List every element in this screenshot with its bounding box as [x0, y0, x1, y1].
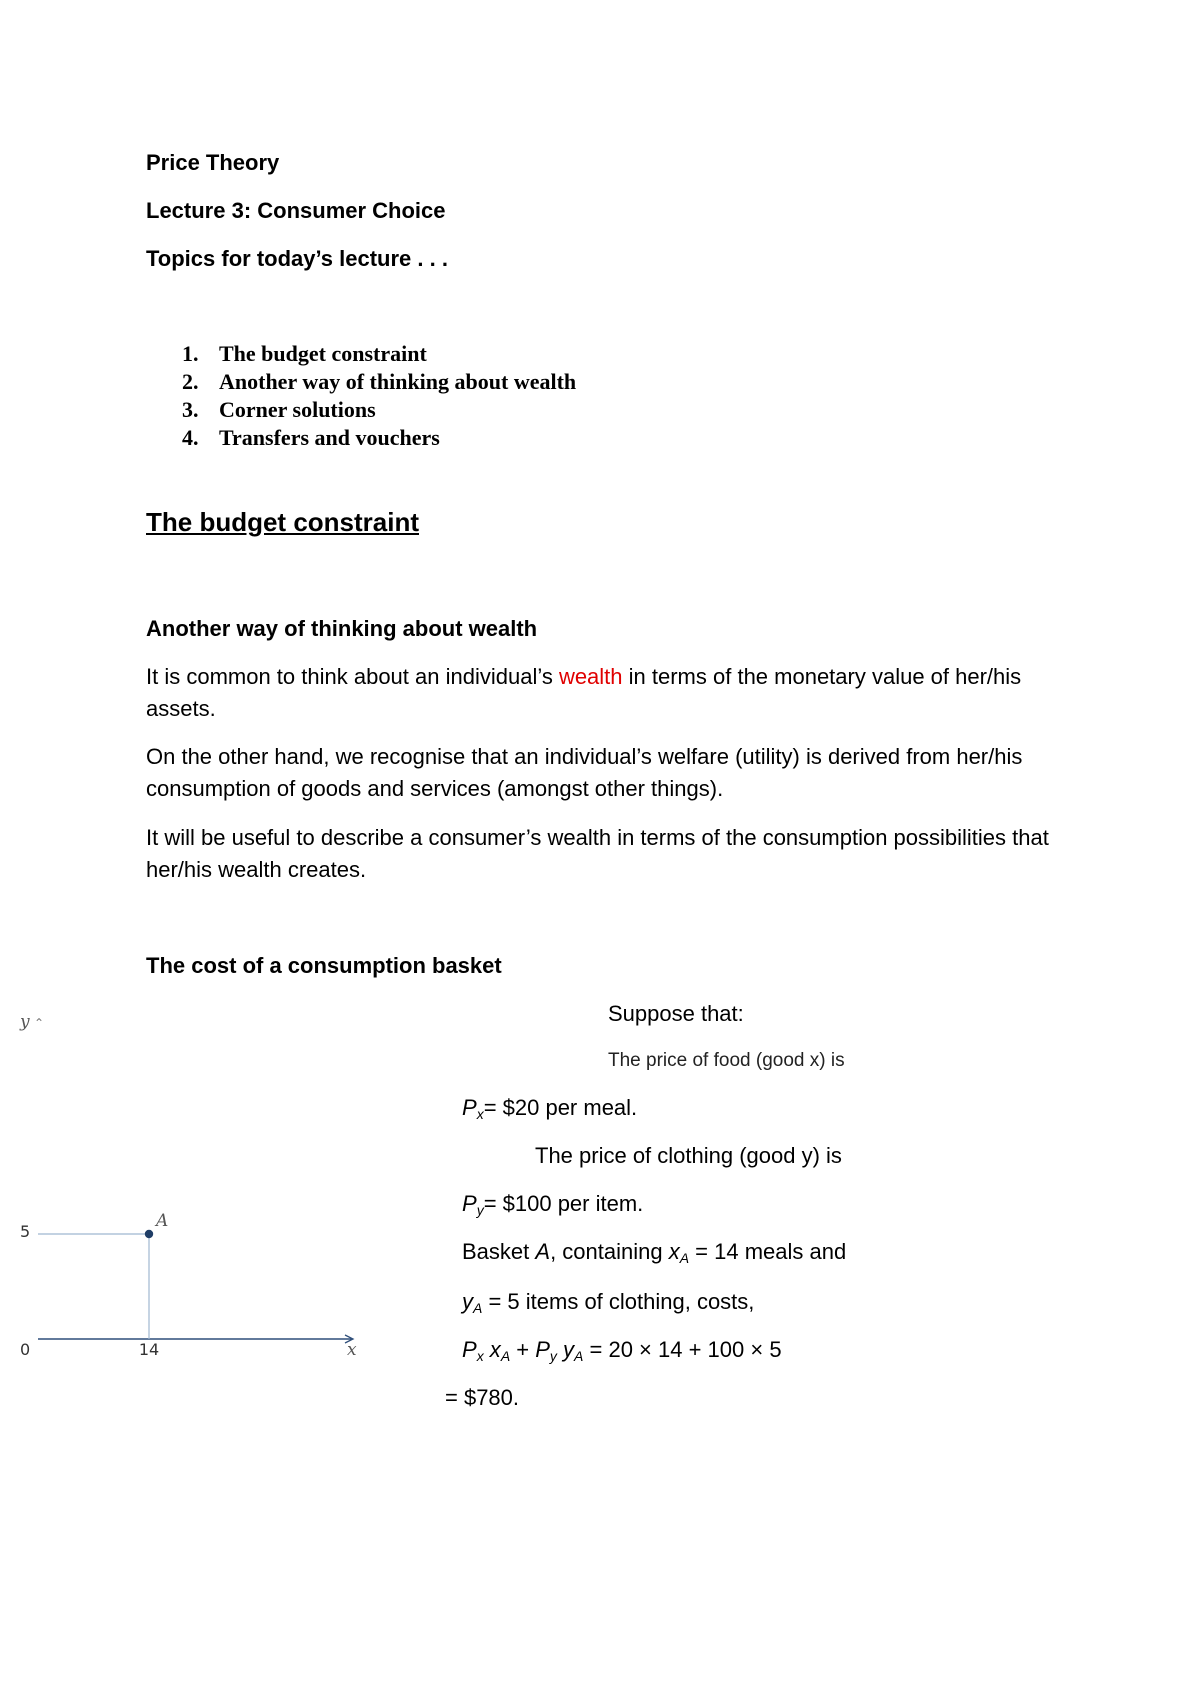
y-axis-arrow-icon: ⌃	[34, 1016, 45, 1030]
px-equation: $P_x=$ $20 per meal.	[462, 1095, 638, 1122]
px-value: = $20 per meal.	[483, 1095, 638, 1120]
x-axis-label: x	[347, 1340, 357, 1360]
topic-number: 2.	[182, 369, 199, 394]
py-value: = $100 per item.	[483, 1191, 644, 1216]
basket-cost-equation: $P_x$ $x_A + P_y$ $y_A = 20 \times 14 + 100 \times 5$	[462, 1337, 782, 1364]
topics-intro: Topics for today’s lecture . . .	[146, 246, 448, 271]
topic-item: Transfers and vouchers	[219, 425, 440, 450]
basket-description-line2: $y_A = 5$ items of clothing, costs,	[462, 1289, 755, 1316]
section-heading-wealth: Another way of thinking about wealth	[146, 616, 538, 641]
topic-number: 4.	[182, 425, 199, 450]
origin-label: 0	[20, 1340, 31, 1359]
course-title: Price Theory	[146, 150, 280, 175]
clothing-price-label: The price of clothing (good y) is	[535, 1143, 842, 1168]
basket-total-cost: = $780.	[445, 1385, 520, 1410]
section-heading-budget-constraint: The budget constraint	[146, 507, 419, 537]
paragraph-text: It is common to think about an individual’s	[146, 664, 559, 689]
topic-item: Another way of thinking about wealth	[219, 369, 577, 394]
point-a-label: A	[156, 1211, 169, 1231]
topic-number: 1.	[182, 341, 199, 366]
highlight-wealth: wealth	[558, 664, 623, 689]
y-tick-label: 5	[20, 1222, 31, 1241]
basket-graph	[0, 1000, 380, 1380]
y-axis-label: y	[20, 1012, 30, 1032]
py-equation: $P_y=$ $100 per item.	[462, 1191, 644, 1218]
section-heading-basket-cost: The cost of a consumption basket	[146, 953, 502, 978]
lecture-title: Lecture 3: Consumer Choice	[146, 198, 446, 223]
x-tick-label: 14	[138, 1340, 160, 1359]
topic-item: The budget constraint	[219, 341, 427, 366]
suppose-text: Suppose that:	[608, 1001, 744, 1026]
paragraph-consumption-possibilities: It will be useful to describe a consumer’s wealth in terms of the consumption possibilities that her/his wealth creates.	[146, 825, 1049, 882]
topic-number: 3.	[182, 397, 199, 422]
basket-description-line1: Basket A, containing $x_A = 14$ meals and	[462, 1239, 847, 1266]
food-price-label: The price of food (good x) is	[608, 1050, 845, 1071]
paragraph-welfare: On the other hand, we recognise that an individual’s welfare (utility) is derived from her/his consumption of goods and services (amongst other things).	[146, 744, 1023, 801]
paragraph-wealth-definition	[146, 661, 1076, 725]
topic-item: Corner solutions	[219, 397, 376, 422]
point-a-marker	[145, 1230, 153, 1238]
paragraph-text: in terms of the monetary value of her/his assets.	[146, 664, 1022, 721]
